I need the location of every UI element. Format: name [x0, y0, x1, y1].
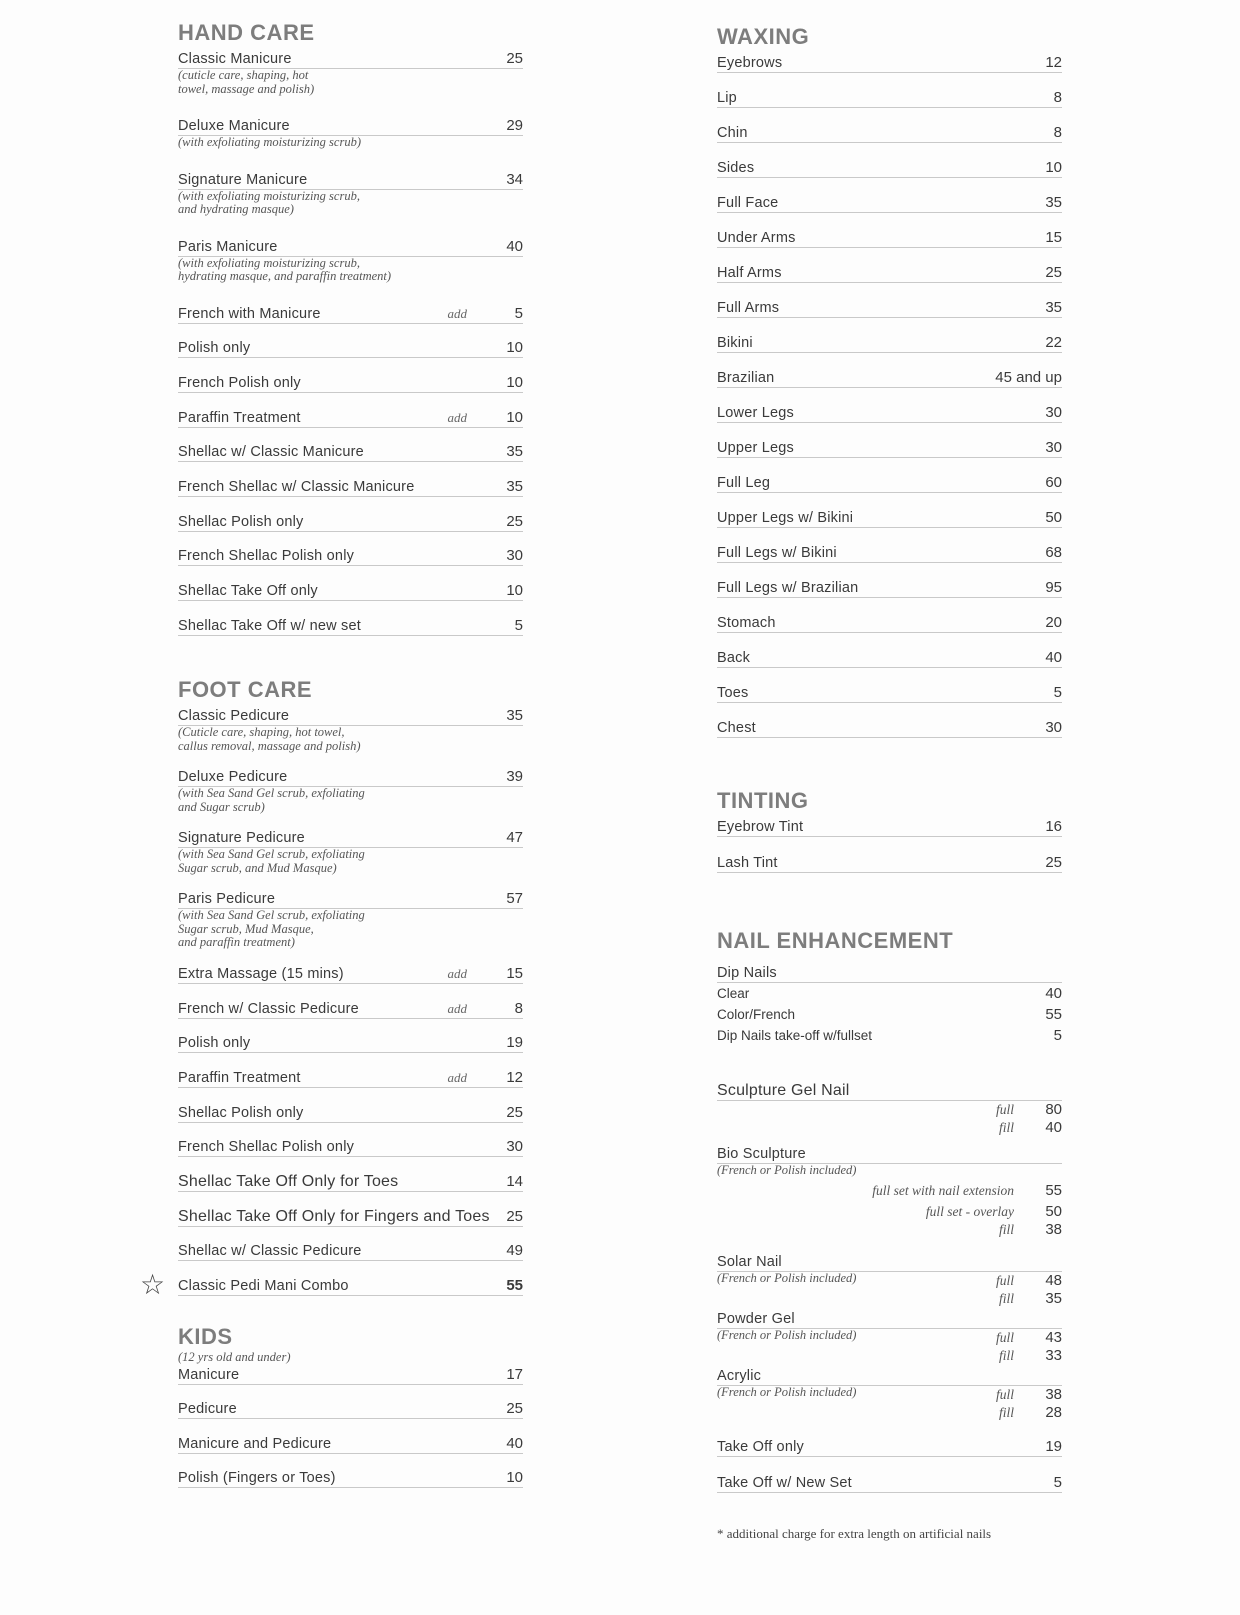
item-price: 25 [506, 1400, 523, 1418]
menu-item [717, 332, 1062, 367]
tier-price: 48 [1045, 1271, 1062, 1289]
item-name: Paraffin Treatment [178, 1069, 301, 1086]
item-name: Stomach [717, 615, 776, 631]
item-price: 22 [1045, 334, 1062, 351]
item-price: 35 [506, 477, 523, 495]
add-tag: add [447, 1000, 467, 1016]
menu-item [717, 262, 1062, 297]
item-price: 25 [506, 512, 523, 530]
item-price: 14 [506, 1173, 523, 1190]
item-price: 47 [506, 829, 523, 847]
hand-care-title: HAND CARE [178, 20, 315, 45]
item-name: Full Legs w/ Bikini [717, 545, 837, 561]
item-name: Lash Tint [717, 855, 778, 871]
item-name: French with Manicure [178, 305, 321, 322]
tier-label: full set - overlay [925, 1203, 1014, 1219]
item-name: Chest [717, 720, 756, 736]
item-price: 17 [506, 1365, 523, 1383]
menu-item [178, 476, 523, 511]
item-name: Paris Pedicure [178, 891, 276, 908]
item-name: Polish (Fingers or Toes) [178, 1470, 336, 1487]
tier-price: 35 [1045, 1289, 1062, 1307]
menu-item [717, 1472, 1062, 1508]
item-price: 30 [1045, 439, 1062, 456]
powder-gel-name: Powder Gel [717, 1310, 795, 1327]
item-name: Classic Pedicure [178, 708, 290, 725]
powder-gel-header [717, 1308, 1062, 1329]
tier-row [856, 1272, 1062, 1290]
item-name: Upper Legs [717, 440, 794, 456]
item-price: 29 [506, 117, 523, 134]
menu-item [178, 888, 523, 963]
item-price: 16 [1045, 818, 1062, 835]
menu-item [178, 1067, 523, 1102]
menu-item [178, 169, 523, 236]
kids-title: KIDS [178, 1323, 233, 1349]
item-name: Take Off only [717, 1438, 804, 1455]
item-price: 8 [514, 999, 523, 1017]
menu-item [178, 1136, 523, 1171]
menu-item [178, 1102, 523, 1137]
item-description: (with Sea Sand Gel scrub, exfoliating Sugar scrub, and Mud Masque) [178, 847, 365, 875]
nail-enhancement-section [717, 926, 1062, 1542]
dip-row-price: 55 [1045, 1006, 1062, 1023]
menu-item [717, 717, 1062, 752]
item-name: Classic Manicure [178, 51, 292, 67]
menu-item [178, 1433, 523, 1468]
powder-gel-group [717, 1308, 1062, 1365]
item-price: 10 [506, 1469, 523, 1487]
item-price: 5 [1053, 1473, 1062, 1491]
item-name: Brazilian [717, 370, 775, 386]
item-name: Upper Legs w/ Bikini [717, 510, 854, 526]
item-name: French Polish only [178, 374, 301, 391]
menu-item [178, 303, 523, 338]
tier-row [856, 1404, 1062, 1422]
item-price: 60 [1045, 474, 1062, 491]
item-name: French Shellac Polish only [178, 548, 355, 565]
solar-nail-header [717, 1251, 1062, 1272]
menu-item [717, 507, 1062, 542]
take-off-group [717, 1436, 1062, 1508]
item-price: 15 [1045, 229, 1062, 246]
item-description: (with exfoliating moisturizing scrub, and hydrating masque) [178, 188, 360, 216]
item-price: 30 [506, 1138, 523, 1156]
menu-item [717, 852, 1062, 888]
bio-sculpture-group [717, 1143, 1062, 1239]
hand-care-list [178, 48, 523, 649]
item-name: Back [717, 650, 751, 666]
tier-price: 55 [1045, 1181, 1062, 1199]
menu-item [178, 963, 523, 998]
item-price: 95 [1045, 579, 1062, 596]
dip-nails-group [717, 962, 1062, 1046]
item-price: 10 [506, 582, 523, 599]
item-price: 30 [1045, 404, 1062, 421]
add-tag: add [447, 1069, 467, 1085]
menu-item [140, 1269, 523, 1310]
item-name: Full Leg [717, 475, 771, 491]
tinting-section [717, 786, 1062, 888]
item-price: 57 [506, 890, 523, 908]
item-name: Sides [717, 160, 755, 176]
hand-care-section [178, 18, 523, 649]
menu-item [717, 1436, 1062, 1472]
item-price: 35 [506, 707, 523, 725]
item-price: 8 [1053, 89, 1062, 106]
item-name: Shellac Take Off Only for Toes [178, 1173, 399, 1190]
tier-price: 50 [1045, 1202, 1062, 1220]
tier-row [856, 1290, 1062, 1308]
item-price: 5 [1053, 684, 1062, 701]
item-description: (with exfoliating moisturizing scrub) [178, 135, 361, 149]
item-price: 30 [506, 547, 523, 565]
item-price: 49 [506, 1242, 523, 1260]
dip-row [717, 983, 1062, 1004]
acrylic-name: Acrylic [717, 1367, 762, 1384]
tier-price: 38 [1045, 1220, 1062, 1238]
item-name: Manicure and Pedicure [178, 1435, 332, 1452]
item-name: Extra Massage (15 mins) [178, 965, 344, 982]
item-name: Under Arms [717, 230, 796, 246]
item-description: (with Sea Sand Gel scrub, exfoliating Sugar scrub, Mud Masque, and paraffin treatment) [178, 908, 365, 950]
tier-label: full set with nail extension [872, 1182, 1014, 1198]
menu-item [717, 367, 1062, 402]
menu-item [178, 372, 523, 407]
menu-item [717, 612, 1062, 647]
item-price: 35 [1045, 194, 1062, 211]
item-name: Eyebrow Tint [717, 819, 804, 835]
right-column [717, 22, 1062, 1542]
foot-care-list [140, 705, 523, 1309]
foot-care-section [140, 675, 523, 1309]
item-name: Paraffin Treatment [178, 409, 301, 426]
item-name: Signature Pedicure [178, 830, 305, 847]
menu-item [178, 115, 523, 169]
item-name: French w/ Classic Pedicure [178, 1000, 359, 1017]
menu-item [178, 1171, 523, 1206]
waxing-list [717, 52, 1062, 752]
bio-sculpture-note: (French or Polish included) [717, 1163, 857, 1177]
menu-item [178, 337, 523, 372]
item-name: Paris Manicure [178, 238, 278, 255]
tier-row [717, 1101, 1062, 1119]
dip-row-name: Clear [717, 986, 750, 1001]
dip-row-price: 40 [1045, 985, 1062, 1002]
item-price: 10 [506, 339, 523, 357]
sculpture-gel-group [717, 1080, 1062, 1137]
item-price: 50 [1045, 509, 1062, 526]
tinting-title: TINTING [717, 788, 809, 813]
item-name: Full Arms [717, 300, 780, 316]
item-price: 25 [506, 1207, 523, 1225]
menu-item [717, 157, 1062, 192]
item-price: 12 [1045, 54, 1062, 71]
item-price: 19 [506, 1034, 523, 1052]
item-price: 15 [506, 964, 523, 982]
dip-row-name: Color/French [717, 1007, 796, 1022]
menu-item [717, 402, 1062, 437]
item-price: 39 [506, 768, 523, 786]
dip-row-name: Dip Nails take-off w/fullset [717, 1028, 873, 1043]
item-name: Shellac Polish only [178, 1104, 304, 1121]
dip-row [717, 1025, 1062, 1046]
item-name: Shellac Take Off w/ new set [178, 617, 361, 634]
item-price: 68 [1045, 544, 1062, 561]
item-price: 12 [506, 1068, 523, 1086]
dip-nails-name: Dip Nails [717, 965, 777, 981]
tier-price: 33 [1045, 1346, 1062, 1364]
bio-sculpture-header [717, 1143, 1062, 1164]
tier-price: 38 [1045, 1385, 1062, 1403]
star-icon: ☆ [140, 1269, 166, 1301]
item-description: (Cuticle care, shaping, hot towel, callus removal, massage and polish) [178, 725, 361, 753]
acrylic-note: (French or Polish included) [717, 1384, 857, 1399]
item-name: Bikini [717, 335, 753, 351]
item-price: 20 [1045, 614, 1062, 631]
acrylic-group [717, 1365, 1062, 1422]
item-name: Take Off w/ New Set [717, 1474, 852, 1491]
item-price: 25 [506, 50, 523, 67]
item-name: Full Legs w/ Brazilian [717, 580, 859, 596]
menu-item [178, 545, 523, 580]
item-name: Shellac Take Off Only for Fingers and Toes [178, 1207, 490, 1225]
menu-item [178, 48, 523, 115]
item-name: Eyebrows [717, 55, 783, 71]
tier-row [717, 1221, 1062, 1239]
item-price: 25 [1045, 854, 1062, 871]
tier-label: fill [998, 1221, 1014, 1237]
item-name: Full Face [717, 195, 779, 211]
dip-nails-header [717, 962, 1062, 983]
bio-sculpture-name: Bio Sculpture [717, 1146, 806, 1162]
tier-label: full [995, 1386, 1014, 1402]
item-name: Deluxe Manicure [178, 118, 290, 134]
item-price: 35 [1045, 299, 1062, 316]
item-price: 25 [506, 1103, 523, 1121]
menu-item [178, 1398, 523, 1433]
item-description: (with exfoliating moisturizing scrub, hydrating masque, and paraffin treatment) [178, 255, 392, 283]
menu-item [178, 407, 523, 442]
sculpture-gel-header [717, 1080, 1062, 1101]
tier-row [717, 1203, 1062, 1221]
acrylic-header [717, 1365, 1062, 1386]
left-column [140, 18, 523, 1502]
item-name: Chin [717, 125, 748, 141]
nail-enhancement-title: NAIL ENHANCEMENT [717, 928, 954, 953]
tier-row [856, 1386, 1062, 1404]
item-price: 40 [506, 237, 523, 255]
tier-price: 43 [1045, 1328, 1062, 1346]
item-price: 35 [506, 443, 523, 461]
tier-row [856, 1347, 1062, 1365]
menu-item [178, 766, 523, 827]
menu-item [178, 236, 523, 303]
tier-row [856, 1329, 1062, 1347]
menu-item [717, 816, 1062, 852]
menu-item [717, 52, 1062, 87]
menu-item [717, 472, 1062, 507]
item-description: (with Sea Sand Gel scrub, exfoliating and Sugar scrub) [178, 786, 365, 814]
add-tag: add [447, 965, 467, 981]
tier-price: 40 [1045, 1119, 1062, 1136]
menu-item [717, 297, 1062, 332]
item-name: French Shellac w/ Classic Manicure [178, 478, 415, 495]
sculpture-gel-name: Sculpture Gel Nail [717, 1082, 850, 1099]
item-description: (cuticle care, shaping, hot towel, massage and polish) [178, 68, 315, 96]
item-name: Polish only [178, 1035, 251, 1052]
solar-nail-note: (French or Polish included) [717, 1270, 857, 1285]
item-name: French Shellac Polish only [178, 1139, 355, 1156]
menu-item [717, 542, 1062, 577]
item-name: Lip [717, 90, 737, 106]
tier-label: full [995, 1329, 1014, 1345]
tier-label: full [995, 1102, 1014, 1117]
tier-label: fill [998, 1347, 1014, 1363]
menu-item [178, 998, 523, 1033]
menu-item [178, 511, 523, 546]
menu-item [178, 615, 523, 650]
menu-item [717, 682, 1062, 717]
item-name: Polish only [178, 340, 251, 357]
waxing-title: WAXING [717, 24, 810, 49]
menu-item [178, 580, 523, 615]
add-tag: add [447, 409, 467, 425]
tinting-list [717, 816, 1062, 888]
menu-item [178, 441, 523, 476]
kids-age-note: (12 yrs old and under) [178, 1349, 291, 1364]
item-price: 5 [514, 304, 523, 322]
item-price: 25 [1045, 264, 1062, 281]
item-name: Shellac w/ Classic Manicure [178, 444, 364, 461]
item-name: Toes [717, 685, 749, 701]
item-price: 40 [506, 1434, 523, 1452]
menu-item [178, 705, 523, 766]
item-price: 19 [1045, 1437, 1062, 1455]
item-name: Deluxe Pedicure [178, 769, 288, 786]
item-price: 40 [1045, 649, 1062, 666]
menu-item [717, 87, 1062, 122]
item-price: 8 [1053, 124, 1062, 141]
kids-list [178, 1364, 523, 1502]
item-name: Pedicure [178, 1401, 237, 1418]
dip-row-price: 5 [1053, 1027, 1062, 1044]
add-tag: add [447, 305, 467, 321]
menu-item [717, 647, 1062, 682]
item-name: Signature Manicure [178, 171, 308, 188]
menu-item [178, 827, 523, 888]
item-name: Manicure [178, 1366, 240, 1383]
tier-row [717, 1119, 1062, 1137]
item-price: 34 [506, 170, 523, 188]
menu-item [717, 577, 1062, 612]
item-price: 5 [514, 616, 523, 634]
solar-nail-name: Solar Nail [717, 1253, 782, 1270]
item-name: Shellac Take Off only [178, 583, 318, 599]
tier-label: fill [998, 1404, 1014, 1420]
foot-care-title: FOOT CARE [178, 677, 313, 703]
menu-item [717, 192, 1062, 227]
tier-row [717, 1182, 1062, 1200]
menu-item [717, 437, 1062, 472]
tier-label: fill [998, 1120, 1014, 1135]
powder-gel-note: (French or Polish included) [717, 1327, 857, 1342]
tier-price: 28 [1045, 1403, 1062, 1421]
footnote: * additional charge for extra length on artificial nails [717, 1525, 992, 1541]
item-name: Shellac w/ Classic Pedicure [178, 1243, 362, 1260]
item-name: Lower Legs [717, 405, 794, 421]
menu-item [717, 122, 1062, 157]
item-price: 10 [506, 408, 523, 426]
tier-label: full [995, 1272, 1014, 1288]
item-price: 55 [506, 1277, 523, 1295]
waxing-section [717, 22, 1062, 752]
solar-nail-group [717, 1251, 1062, 1308]
item-price: 30 [1045, 719, 1062, 736]
menu-item [178, 1364, 523, 1399]
menu-item [178, 1032, 523, 1067]
tier-price: 80 [1045, 1101, 1062, 1118]
item-price: 10 [1045, 159, 1062, 176]
item-price: 45 and up [995, 369, 1062, 386]
item-name: Shellac Polish only [178, 513, 304, 530]
menu-item [717, 227, 1062, 262]
tier-label: fill [998, 1290, 1014, 1306]
kids-section [178, 1322, 523, 1502]
item-name: Classic Pedi Mani Combo [178, 1278, 349, 1295]
item-price: 10 [506, 373, 523, 391]
menu-item [178, 1467, 523, 1502]
item-name: Half Arms [717, 265, 782, 281]
menu-item [178, 1240, 523, 1275]
menu-item [178, 1206, 523, 1241]
dip-row [717, 1004, 1062, 1025]
